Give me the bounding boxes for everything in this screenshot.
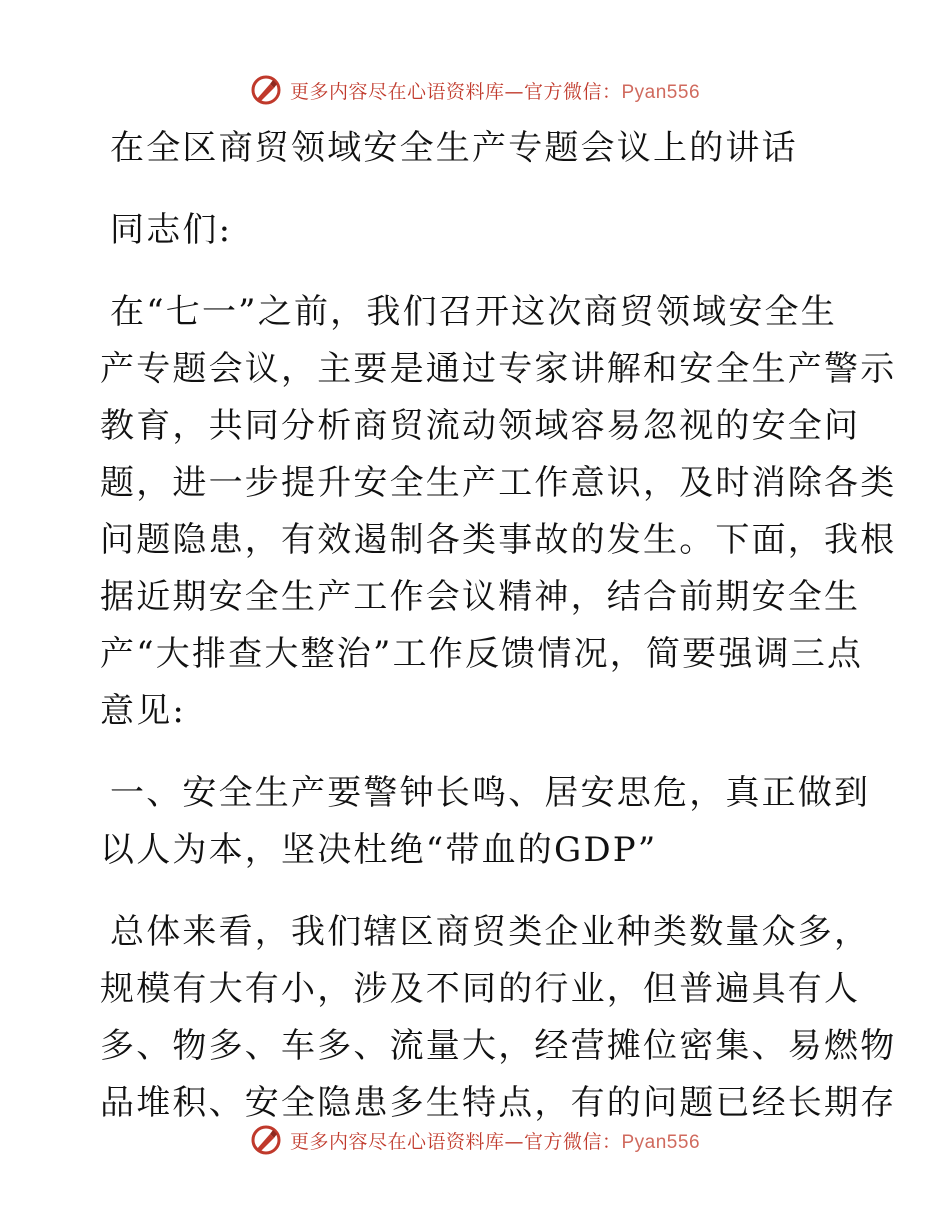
paragraph-line: 问题隐患，有效遏制各类事故的发生。下面，我根: [100, 520, 897, 560]
heading-line: 一、安全生产要警钟长鸣、居安思危，真正做到: [110, 773, 871, 813]
heading-line: 以人为本，坚决杜绝“带血的GDP”: [100, 830, 658, 870]
pen-logo-icon: [250, 74, 282, 106]
watermark-text: 更多内容尽在心语资料库—官方微信：Pyan556: [289, 80, 701, 103]
paragraph-line: 教育，共同分析商贸流动领域容易忽视的安全问: [100, 406, 861, 446]
paragraph-line: 题，进一步提升安全生产工作意识，及时消除各类: [100, 463, 897, 503]
paragraph-intro: [100, 284, 897, 740]
pen-logo-icon: [250, 1124, 282, 1156]
paragraph-overview: [100, 904, 897, 1132]
paragraph-line: 总体来看，我们辖区商贸类企业种类数量众多，: [110, 912, 871, 952]
salutation: 同志们:: [110, 210, 233, 250]
watermark-header: [0, 70, 950, 110]
watermark-footer: [0, 1120, 950, 1160]
paragraph-line: 据近期安全生产工作会议精神，结合前期安全生: [100, 577, 861, 617]
section-heading-1: [100, 765, 871, 879]
paragraph-line: 在“七一”之前，我们召开这次商贸领域安全生: [110, 292, 837, 332]
paragraph-line: 产专题会议，主要是通过专家讲解和安全生产警示: [100, 349, 897, 389]
watermark-text: 更多内容尽在心语资料库—官方微信：Pyan556: [289, 1130, 701, 1153]
paragraph-line: 规模有大有小，涉及不同的行业，但普遍具有人: [100, 969, 861, 1009]
paragraph-line: 意见:: [100, 691, 187, 731]
paragraph-line: 品堆积、安全隐患多生特点，有的问题已经长期存: [100, 1083, 897, 1123]
document-title: 在全区商贸领域安全生产专题会议上的讲话: [110, 128, 798, 168]
paragraph-line: 多、物多、车多、流量大，经营摊位密集、易燃物: [100, 1026, 897, 1066]
paragraph-line: 产“大排查大整治”工作反馈情况，简要强调三点: [100, 634, 864, 674]
document-body: [100, 120, 897, 1132]
